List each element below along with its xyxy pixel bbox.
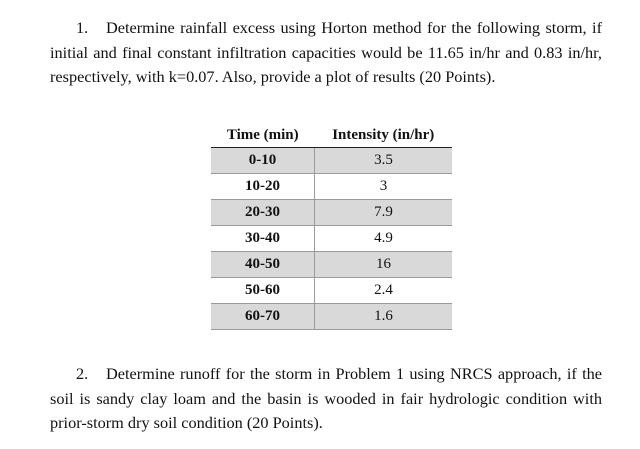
problem-1-number: 1. — [76, 18, 89, 37]
time-cell: 40-50 — [211, 252, 315, 278]
intensity-cell: 16 — [315, 252, 453, 278]
time-cell: 20-30 — [211, 200, 315, 226]
problem-2-number: 2. — [76, 364, 89, 383]
table-row — [211, 304, 452, 330]
problem-2 — [50, 362, 602, 436]
time-cell: 30-40 — [211, 226, 315, 252]
rainfall-intensity-table — [211, 123, 452, 330]
intensity-cell: 2.4 — [315, 278, 453, 304]
header-time: Time (min) — [211, 123, 315, 148]
table-row — [211, 226, 452, 252]
problem-2-text: Determine runoff for the storm in Problem 1 using NRCS approach, if the soil is sandy clay loam and the basin is wooded in fair hydrologic condition with prior-storm dry soil condition (20 Points). — [50, 364, 602, 432]
table-header-row — [211, 123, 452, 148]
header-intensity: Intensity (in/hr) — [315, 123, 453, 148]
time-cell: 50-60 — [211, 278, 315, 304]
table-row — [211, 148, 452, 174]
intensity-cell: 3.5 — [315, 148, 453, 174]
intensity-cell: 4.9 — [315, 226, 453, 252]
time-cell: 10-20 — [211, 174, 315, 200]
problem-1-text: Determine rainfall excess using Horton method for the following storm, if initial and final constant infiltration capacities would be 11.65 in/hr and 0.83 in/hr, respectively, with k=0.07. Also, provide a plot of results (20 Points). — [50, 18, 602, 86]
time-cell: 60-70 — [211, 304, 315, 330]
intensity-cell: 1.6 — [315, 304, 453, 330]
table-row — [211, 252, 452, 278]
problem-1 — [50, 16, 602, 90]
table-row — [211, 200, 452, 226]
intensity-cell: 3 — [315, 174, 453, 200]
time-cell: 0-10 — [211, 148, 315, 174]
table-row — [211, 174, 452, 200]
table-row — [211, 278, 452, 304]
intensity-cell: 7.9 — [315, 200, 453, 226]
